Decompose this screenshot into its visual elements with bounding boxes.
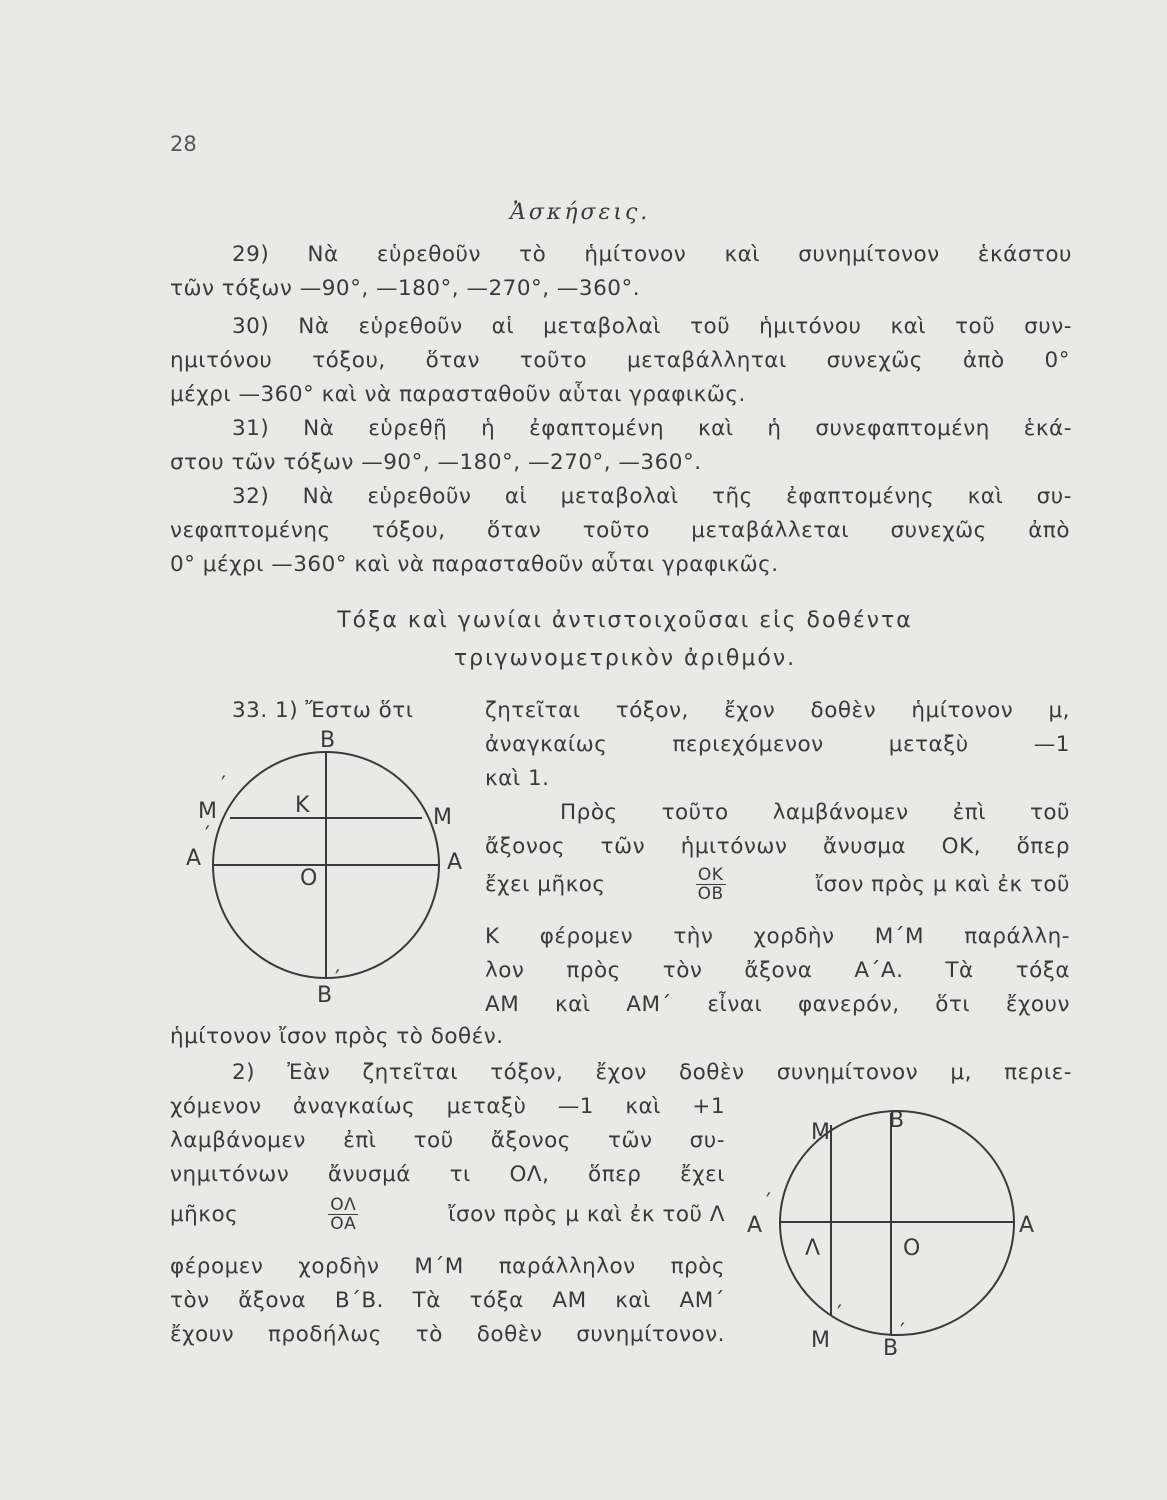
- problem-33-1-lead: 33. 1) Ἔστω ὅτι: [232, 698, 414, 723]
- label-k: K: [295, 793, 310, 818]
- problem-33-1-line-5: ἄξονος τῶν ἡμιτόνων ἄνυσμα ΟΚ, ὅπερ: [485, 834, 1070, 859]
- fraction-ok-ob: [696, 866, 726, 903]
- label-b: B: [320, 728, 336, 753]
- label-a: A: [1019, 1213, 1035, 1238]
- fraction-numerator: ΟΚ: [697, 865, 724, 885]
- label-b-prime: B: [883, 1336, 899, 1361]
- problem-33-1-line-1: ζητεῖται τόξον, ἔχον δοθὲν ἡμίτονον μ,: [485, 698, 1070, 723]
- problem-33-2-line-2: λαμβάνομεν ἐπὶ τοῦ ἄξονος τῶν συ-: [170, 1128, 725, 1153]
- fraction-text-before: ἔχει μῆκος: [485, 872, 606, 897]
- label-m: M: [811, 1120, 830, 1145]
- problem-33-1-line-8: ΑΜ καὶ ΑΜ΄ εἶναι φανερόν, ὅτι ἔχουν: [485, 992, 1070, 1017]
- exercise-32-line-3: 0° μέχρι —360° καὶ νὰ παρασταθοῦν αὗται γραφικῶς.: [170, 552, 779, 577]
- label-b: B: [889, 1108, 905, 1133]
- fraction-text-after: ἴσον πρὸς μ καὶ ἐκ τοῦ: [815, 872, 1070, 897]
- exercise-30-line-1: 30) Νὰ εὑρεθοῦν αἱ μεταβολαὶ τοῦ ἡμιτόνου καὶ τοῦ συν-: [232, 314, 1072, 339]
- exercise-30-line-2: ημιτόνου τόξου, ὅταν τοῦτο μεταβάλληται συνεχῶς ἀπὸ 0°: [170, 348, 1070, 373]
- label-m-prime-mark: ′: [221, 773, 226, 798]
- problem-33-1-line-7: λον πρὸς τὸν ἄξονα Α΄Α. Τὰ τόξα: [485, 958, 1070, 983]
- problem-33-1-line-2: ἀναγκαίως περιεχόμενον μεταξὺ —1: [485, 732, 1070, 757]
- problem-33-1-fraction-line: [485, 866, 1070, 903]
- problem-33-1-line-3: καὶ 1.: [485, 766, 550, 791]
- label-a-prime: A: [186, 846, 202, 871]
- fraction-ol-oa: [328, 1196, 358, 1233]
- exercise-30-line-3: μέχρι —360° καὶ νὰ παρασταθοῦν αὗται γραφικῶς.: [170, 382, 746, 407]
- label-a-prime-mark: ′: [766, 1190, 771, 1215]
- problem-33-2-line-6: ἔχουν προδήλως τὸ δοθὲν συνημίτονον.: [170, 1322, 725, 1347]
- fraction-numerator: ΟΛ: [330, 1195, 357, 1215]
- problem-33-2-first-line: 2) Ἐὰν ζητεῖται τόξον, ἔχον δοθὲν συνημίτονον μ, περιε-: [232, 1060, 1072, 1085]
- fraction-text-after: ἴσον πρὸς μ καὶ ἐκ τοῦ Λ: [448, 1202, 725, 1227]
- label-o: O: [300, 866, 318, 891]
- label-o: O: [903, 1236, 921, 1261]
- figure-unit-circle-sine: [180, 730, 480, 1020]
- fraction-text-before: μῆκος: [170, 1202, 239, 1227]
- exercise-32-line-2: νεφαπτομένης τόξου, ὅταν τοῦτο μεταβάλλεται συνεχῶς ἀπὸ: [170, 518, 1070, 543]
- problem-33-1-line-6: Κ φέρομεν τὴν χορδὴν Μ΄Μ παράλλη-: [485, 924, 1070, 949]
- label-m-prime: M: [811, 1328, 830, 1353]
- problem-33-2-line-5: τὸν ἄξονα Β΄Β. Τὰ τόξα ΑΜ καὶ ΑΜ΄: [170, 1288, 725, 1313]
- exercise-29-line-2: τῶν τόξων —90°, —180°, —270°, —360°.: [170, 276, 641, 301]
- fraction-denominator: ΟΒ: [697, 884, 724, 904]
- section-title-line-1: Τόξα καὶ γωνίαι ἀντιστοιχοῦσαι εἰς δοθέντα: [337, 608, 913, 633]
- label-a: A: [447, 850, 463, 875]
- label-lambda: Λ: [805, 1236, 821, 1261]
- problem-33-2-fraction-line: [170, 1196, 725, 1233]
- exercise-32-line-1: 32) Νὰ εὑρεθοῦν αἱ μεταβολαὶ τῆς ἐφαπτομένης καὶ συ-: [232, 484, 1072, 509]
- label-a-prime-mark: ′: [205, 823, 210, 848]
- label-b-prime-mark: ′: [900, 1320, 905, 1345]
- problem-33-1-line-4: Πρὸς τοῦτο λαμβάνομεν ἐπὶ τοῦ: [560, 800, 1070, 825]
- label-m: M: [433, 805, 452, 830]
- exercise-31-line-1: 31) Νὰ εὑρεθῇ ἡ ἐφαπτομένη καὶ ἡ συνεφαπτομένη ἑκά-: [232, 416, 1072, 441]
- exercises-heading: Ἀσκήσεις.: [510, 200, 651, 225]
- exercise-31-line-2: στου τῶν τόξων —90°, —180°, —270°, —360°.: [170, 450, 702, 475]
- problem-33-2-line-1: χόμενον ἀναγκαίως μεταξὺ —1 καὶ +1: [170, 1094, 725, 1119]
- figure-unit-circle-cosine: [745, 1095, 1065, 1385]
- problem-33-2-line-3: νημιτόνων ἄνυσμά τι ΟΛ, ὅπερ ἔχει: [170, 1162, 725, 1187]
- label-a-prime: A: [747, 1213, 763, 1238]
- label-m-prime: M: [198, 799, 217, 824]
- label-b-prime-mark: ′: [335, 967, 340, 992]
- problem-33-1-closing: ἡμίτονον ἴσον πρὸς τὸ δοθέν.: [170, 1024, 504, 1049]
- fraction-denominator: ΟΑ: [330, 1214, 357, 1234]
- page-number: 28: [170, 132, 197, 156]
- section-title-line-2: τριγωνομετρικὸν ἀριθμόν.: [453, 646, 797, 671]
- problem-33-2-line-4: φέρομεν χορδὴν Μ΄Μ παράλληλον πρὸς: [170, 1254, 725, 1279]
- exercise-29-line-1: 29) Νὰ εὑρεθοῦν τὸ ἡμίτονον καὶ συνημίτονον ἑκάστου: [232, 242, 1072, 267]
- label-m-prime-mark: ′: [837, 1302, 842, 1327]
- label-b-prime: B: [317, 983, 333, 1008]
